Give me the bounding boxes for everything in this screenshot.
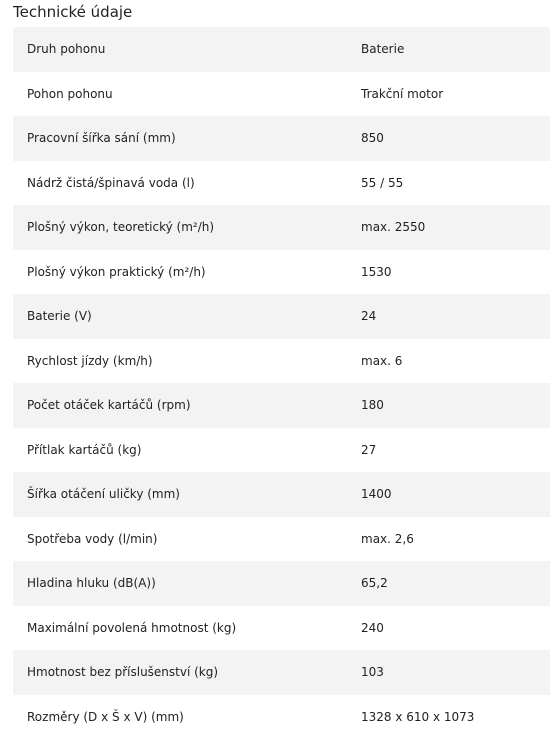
spec-value: 65,2 xyxy=(361,561,550,606)
spec-row xyxy=(13,27,550,72)
spec-label: Druh pohonu xyxy=(13,27,361,72)
spec-label: Hmotnost bez příslušenství (kg) xyxy=(13,650,361,695)
spec-value: Baterie xyxy=(361,27,550,72)
spec-label: Rychlost jízdy (km/h) xyxy=(13,339,361,384)
spec-value: 103 xyxy=(361,650,550,695)
spec-table xyxy=(13,27,550,739)
spec-row xyxy=(13,606,550,651)
spec-row xyxy=(13,205,550,250)
spec-label: Plošný výkon, teoretický (m²/h) xyxy=(13,205,361,250)
spec-row xyxy=(13,561,550,606)
spec-row xyxy=(13,695,550,740)
spec-value: 55 / 55 xyxy=(361,161,550,206)
spec-row xyxy=(13,517,550,562)
spec-label: Plošný výkon praktický (m²/h) xyxy=(13,250,361,295)
spec-label: Šířka otáčení uličky (mm) xyxy=(13,472,361,517)
spec-value: 240 xyxy=(361,606,550,651)
spec-row xyxy=(13,472,550,517)
spec-value: 1328 x 610 x 1073 xyxy=(361,695,550,740)
spec-label: Maximální povolená hmotnost (kg) xyxy=(13,606,361,651)
spec-label: Pohon pohonu xyxy=(13,72,361,117)
spec-value: max. 2,6 xyxy=(361,517,550,562)
spec-label: Počet otáček kartáčů (rpm) xyxy=(13,383,361,428)
spec-value: 180 xyxy=(361,383,550,428)
spec-row xyxy=(13,383,550,428)
spec-value: 27 xyxy=(361,428,550,473)
section-title: Technické údaje xyxy=(13,3,133,21)
spec-value: 850 xyxy=(361,116,550,161)
spec-value: 1530 xyxy=(361,250,550,295)
spec-label: Pracovní šířka sání (mm) xyxy=(13,116,361,161)
spec-label: Rozměry (D x Š x V) (mm) xyxy=(13,695,361,740)
spec-value: max. 6 xyxy=(361,339,550,384)
spec-row xyxy=(13,116,550,161)
spec-value: 24 xyxy=(361,294,550,339)
spec-label: Nádrž čistá/špinavá voda (l) xyxy=(13,161,361,206)
spec-row xyxy=(13,72,550,117)
spec-value: Trakční motor xyxy=(361,72,550,117)
spec-value: max. 2550 xyxy=(361,205,550,250)
spec-row xyxy=(13,161,550,206)
spec-value: 1400 xyxy=(361,472,550,517)
spec-row xyxy=(13,339,550,384)
spec-label: Baterie (V) xyxy=(13,294,361,339)
spec-row xyxy=(13,428,550,473)
spec-label: Spotřeba vody (l/min) xyxy=(13,517,361,562)
spec-row xyxy=(13,250,550,295)
spec-label: Přítlak kartáčů (kg) xyxy=(13,428,361,473)
spec-label: Hladina hluku (dB(A)) xyxy=(13,561,361,606)
spec-row xyxy=(13,650,550,695)
spec-row xyxy=(13,294,550,339)
